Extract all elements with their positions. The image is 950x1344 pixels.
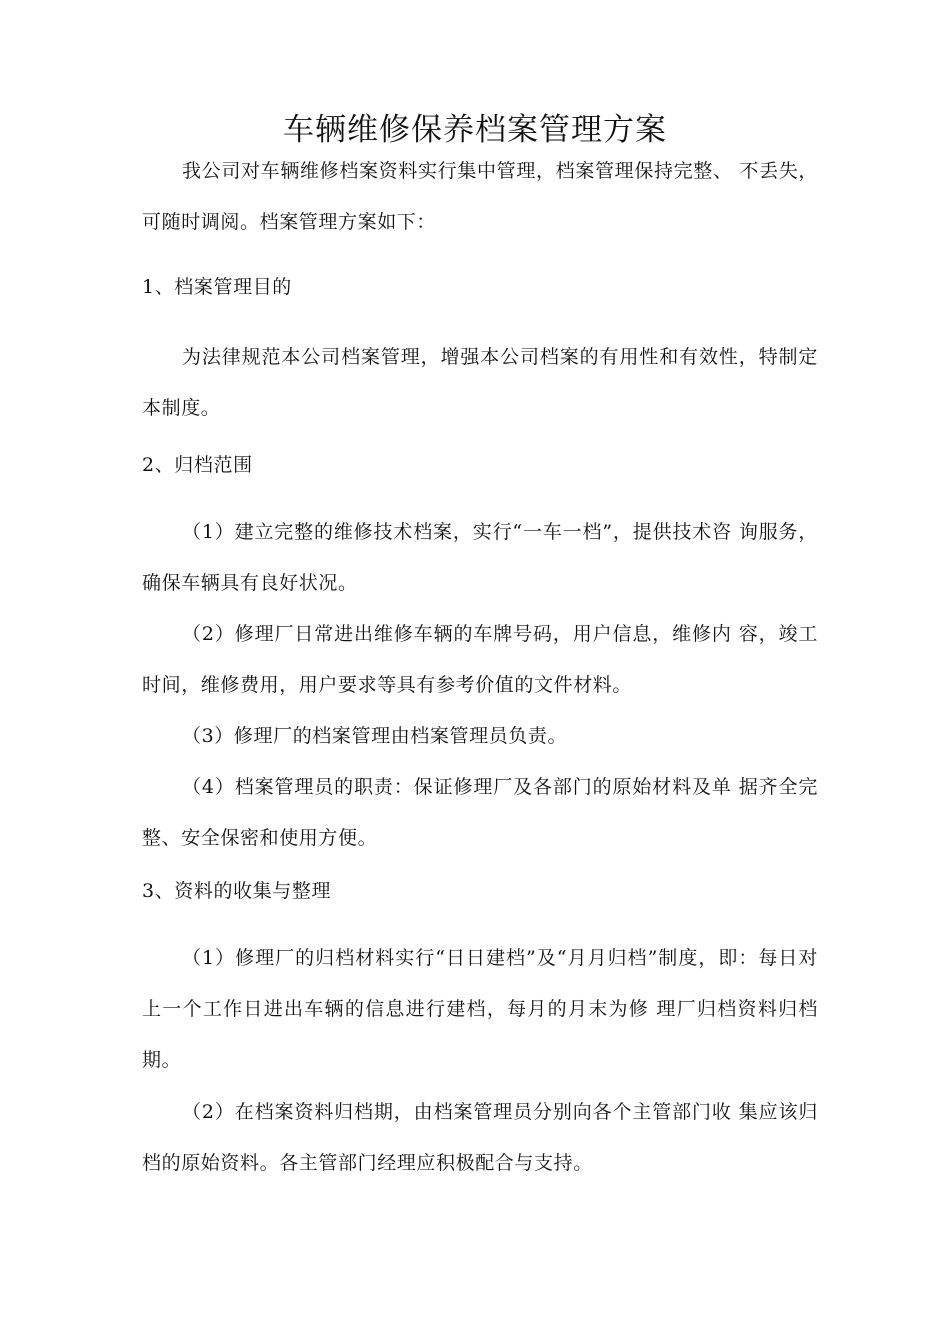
- intro-paragraph: 我公司对车辆维修档案资料实行集中管理，档案管理保持完整、 不丢失，可随时调阅。档案管理方案如下：: [142, 160, 818, 233]
- section-2-paragraph-1: （1）建立完整的维修技术档案，实行“一车一档”，提供技术咨 询服务，确保车辆具有良好状况。: [142, 521, 818, 594]
- document-title: 车辆维修保养档案管理方案: [283, 112, 667, 148]
- section-heading-1: 1、档案管理目的: [142, 276, 292, 298]
- section-heading-2: 2、归档范围: [142, 454, 253, 476]
- section-heading-3: 3、资料的收集与整理: [142, 880, 332, 902]
- section-2-paragraph-4: （4）档案管理员的职责：保证修理厂及各部门的原始材料及单 据齐全完整、安全保密和使用方便。: [142, 776, 818, 849]
- section-2-paragraph-2: （2）修理厂日常进出维修车辆的车牌号码，用户信息，维修内 容，竣工时间，维修费用，用户要求等具有参考价值的文件材料。: [142, 623, 818, 696]
- section-2-paragraph-3: （3）修理厂的档案管理由档案管理员负责。: [182, 725, 568, 747]
- section-3-paragraph-2: （2）在档案资料归档期，由档案管理员分别向各个主管部门收 集应该归档的原始资料。各主管部门经理应积极配合与支持。: [142, 1101, 818, 1174]
- section-1-paragraph-1: 为法律规范本公司档案管理，增强本公司档案的有用性和有效性，特制定本制度。: [142, 346, 818, 419]
- section-3-paragraph-1: （1）修理厂的归档材料实行“日日建档”及“月月归档”制度，即：每日对上一个工作日进出车辆的信息进行建档，每月的月末为修 理厂归档资料归档期。: [142, 947, 818, 1071]
